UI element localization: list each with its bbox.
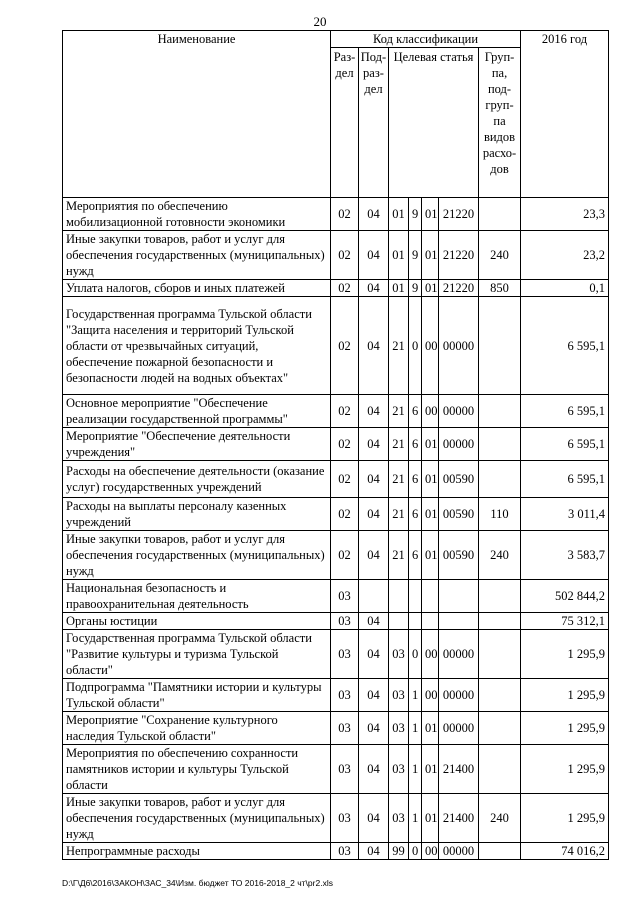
row-expense-type: 240 [479,794,521,843]
row-target-direction: 21400 [439,794,479,843]
row-target-direction [439,613,479,630]
row-target-program: 03 [389,745,409,794]
row-target-direction: 00000 [439,630,479,679]
row-target-program: 03 [389,630,409,679]
row-razdel: 03 [331,843,359,860]
row-target-event: 01 [422,461,439,498]
row-target-direction: 00000 [439,679,479,712]
row-podrazdel: 04 [359,428,389,461]
row-target-subprogram: 1 [409,712,422,745]
row-target-subprogram: 9 [409,198,422,231]
row-amount: 6 595,1 [521,297,609,395]
row-razdel: 02 [331,231,359,280]
row-expense-type: 240 [479,531,521,580]
table-row [63,280,609,297]
row-target-event: 01 [422,198,439,231]
row-amount: 6 595,1 [521,461,609,498]
table-row [63,580,609,613]
row-razdel: 02 [331,395,359,428]
row-amount: 23,3 [521,198,609,231]
row-name: Органы юстиции [63,613,331,630]
row-name: Расходы на выплаты персоналу казенных учреждений [63,498,331,531]
row-amount: 1 295,9 [521,712,609,745]
row-target-event: 01 [422,231,439,280]
row-target-event: 00 [422,679,439,712]
row-target-event: 00 [422,630,439,679]
row-target-subprogram [409,613,422,630]
row-target-subprogram [409,580,422,613]
row-amount: 1 295,9 [521,679,609,712]
row-name: Иные закупки товаров, работ и услуг для обеспечения государственных (муниципальных) нужд [63,231,331,280]
row-podrazdel [359,580,389,613]
row-target-program: 99 [389,843,409,860]
row-razdel: 03 [331,580,359,613]
row-target-subprogram: 1 [409,679,422,712]
row-amount: 1 295,9 [521,630,609,679]
row-name: Мероприятие "Обеспечение деятельности учреждения" [63,428,331,461]
row-expense-type [479,679,521,712]
row-target-direction: 00590 [439,531,479,580]
row-name: Мероприятие "Сохранение культурного наследия Тульской области" [63,712,331,745]
row-expense-type [479,630,521,679]
row-amount: 3 583,7 [521,531,609,580]
row-razdel: 03 [331,613,359,630]
table-row [63,630,609,679]
row-expense-type [479,580,521,613]
row-razdel: 03 [331,679,359,712]
row-target-subprogram: 0 [409,843,422,860]
row-target-subprogram: 9 [409,231,422,280]
row-target-direction: 21220 [439,198,479,231]
row-target-direction: 00000 [439,843,479,860]
row-name: Расходы на обеспечение деятельности (оказание услуг) государственных учреждений [63,461,331,498]
row-razdel: 02 [331,498,359,531]
row-target-event: 01 [422,498,439,531]
row-podrazdel: 04 [359,280,389,297]
row-target-program: 01 [389,231,409,280]
row-target-program: 21 [389,297,409,395]
row-razdel: 02 [331,531,359,580]
table-header [63,31,609,198]
row-target-subprogram: 6 [409,395,422,428]
row-amount: 74 016,2 [521,843,609,860]
row-target-direction: 00000 [439,712,479,745]
row-podrazdel: 04 [359,531,389,580]
row-razdel: 03 [331,712,359,745]
row-name: Национальная безопасность и правоохранительная деятельность [63,580,331,613]
row-target-event: 01 [422,745,439,794]
row-target-program: 03 [389,712,409,745]
row-expense-type [479,198,521,231]
row-amount: 23,2 [521,231,609,280]
row-target-event: 01 [422,794,439,843]
row-podrazdel: 04 [359,198,389,231]
row-podrazdel: 04 [359,498,389,531]
row-target-event: 00 [422,297,439,395]
row-name: Иные закупки товаров, работ и услуг для обеспечения государственных (муниципальных) нужд [63,794,331,843]
row-target-program: 21 [389,428,409,461]
file-path-footer: D:\Г\Д6\2016\ЗАКОН\ЗАС_34\Изм. бюджет ТО 2016-2018_2 чт\pr2.xls [62,878,333,888]
row-podrazdel: 04 [359,630,389,679]
row-target-subprogram: 1 [409,745,422,794]
row-expense-type [479,712,521,745]
row-name: Подпрограмма "Памятники истории и культуры Тульской области" [63,679,331,712]
row-razdel: 03 [331,745,359,794]
row-expense-type [479,428,521,461]
row-amount: 6 595,1 [521,395,609,428]
row-name: Основное мероприятие "Обеспечение реализации государственной программы" [63,395,331,428]
row-expense-type [479,745,521,794]
row-razdel: 03 [331,794,359,843]
row-target-direction: 21220 [439,280,479,297]
table-row [63,679,609,712]
row-target-program: 21 [389,461,409,498]
table-row [63,843,609,860]
row-target-program: 03 [389,794,409,843]
row-expense-type: 850 [479,280,521,297]
table-row [63,461,609,498]
row-target-event: 01 [422,280,439,297]
header-podrazdel: Под- раз- дел [359,48,389,198]
table-row [63,498,609,531]
row-target-program: 21 [389,498,409,531]
row-target-direction: 00000 [439,395,479,428]
page-number: 20 [313,14,327,29]
row-target-direction [439,580,479,613]
row-expense-type [479,395,521,428]
row-podrazdel: 04 [359,297,389,395]
table-row [63,297,609,395]
row-target-subprogram: 0 [409,630,422,679]
row-expense-type: 240 [479,231,521,280]
row-amount: 1 295,9 [521,745,609,794]
row-target-subprogram: 6 [409,498,422,531]
row-target-event: 00 [422,843,439,860]
row-podrazdel: 04 [359,613,389,630]
row-expense-type [479,613,521,630]
row-razdel: 02 [331,280,359,297]
row-target-program: 03 [389,679,409,712]
row-name: Уплата налогов, сборов и иных платежей [63,280,331,297]
header-expense-type: Груп- па, под- груп- па видов расхо- дов [479,48,521,198]
table-row [63,745,609,794]
row-target-direction: 00590 [439,461,479,498]
row-razdel: 02 [331,297,359,395]
row-razdel: 03 [331,630,359,679]
row-amount: 0,1 [521,280,609,297]
row-podrazdel: 04 [359,679,389,712]
row-expense-type: 110 [479,498,521,531]
row-target-subprogram: 1 [409,794,422,843]
row-expense-type [479,461,521,498]
row-amount: 75 312,1 [521,613,609,630]
row-target-direction: 21400 [439,745,479,794]
row-amount: 1 295,9 [521,794,609,843]
row-podrazdel: 04 [359,843,389,860]
row-target-event: 01 [422,531,439,580]
row-amount: 6 595,1 [521,428,609,461]
table-row [63,198,609,231]
table-row [63,428,609,461]
row-target-subprogram: 6 [409,461,422,498]
table-row [63,712,609,745]
row-target-program [389,580,409,613]
row-target-direction: 00000 [439,428,479,461]
row-name: Непрограммные расходы [63,843,331,860]
header-code-group: Код классификации [331,31,521,48]
row-razdel: 02 [331,198,359,231]
row-target-program: 21 [389,531,409,580]
row-target-program: 01 [389,198,409,231]
row-target-event: 00 [422,395,439,428]
row-name: Иные закупки товаров, работ и услуг для обеспечения государственных (муниципальных) нужд [63,531,331,580]
table-body [63,198,609,860]
row-target-subprogram: 9 [409,280,422,297]
row-target-subprogram: 6 [409,428,422,461]
row-target-event [422,580,439,613]
row-podrazdel: 04 [359,712,389,745]
row-podrazdel: 04 [359,395,389,428]
row-name: Мероприятия по обеспечению мобилизационной готовности экономики [63,198,331,231]
header-name: Наименование [63,31,331,198]
row-target-subprogram: 6 [409,531,422,580]
row-target-direction: 00000 [439,297,479,395]
row-name: Мероприятия по обеспечению сохранности памятников истории и культуры Тульской области [63,745,331,794]
row-podrazdel: 04 [359,745,389,794]
header-target-article: Целевая статья [389,48,479,198]
header-razdel: Раз- дел [331,48,359,198]
row-target-event: 01 [422,428,439,461]
row-target-event [422,613,439,630]
budget-table [62,30,609,860]
header-year: 2016 год [521,31,609,198]
row-podrazdel: 04 [359,231,389,280]
row-podrazdel: 04 [359,794,389,843]
row-podrazdel: 04 [359,461,389,498]
row-name: Государственная программа Тульской области "Защита населения и территорий Тульской области от чрезвычайных ситуаций, обеспечение пожарной безопасности и безопасности людей на водных объектах" [63,297,331,395]
table-row [63,531,609,580]
row-target-program: 21 [389,395,409,428]
table-row [63,794,609,843]
row-target-program: 01 [389,280,409,297]
row-target-direction: 21220 [439,231,479,280]
row-target-direction: 00590 [439,498,479,531]
table-row [63,395,609,428]
row-target-subprogram: 0 [409,297,422,395]
row-target-program [389,613,409,630]
row-target-event: 01 [422,712,439,745]
row-razdel: 02 [331,461,359,498]
row-expense-type [479,843,521,860]
row-expense-type [479,297,521,395]
row-razdel: 02 [331,428,359,461]
table-row [63,613,609,630]
row-name: Государственная программа Тульской области "Развитие культуры и туризма Тульской области" [63,630,331,679]
row-amount: 3 011,4 [521,498,609,531]
table-row [63,231,609,280]
row-amount: 502 844,2 [521,580,609,613]
